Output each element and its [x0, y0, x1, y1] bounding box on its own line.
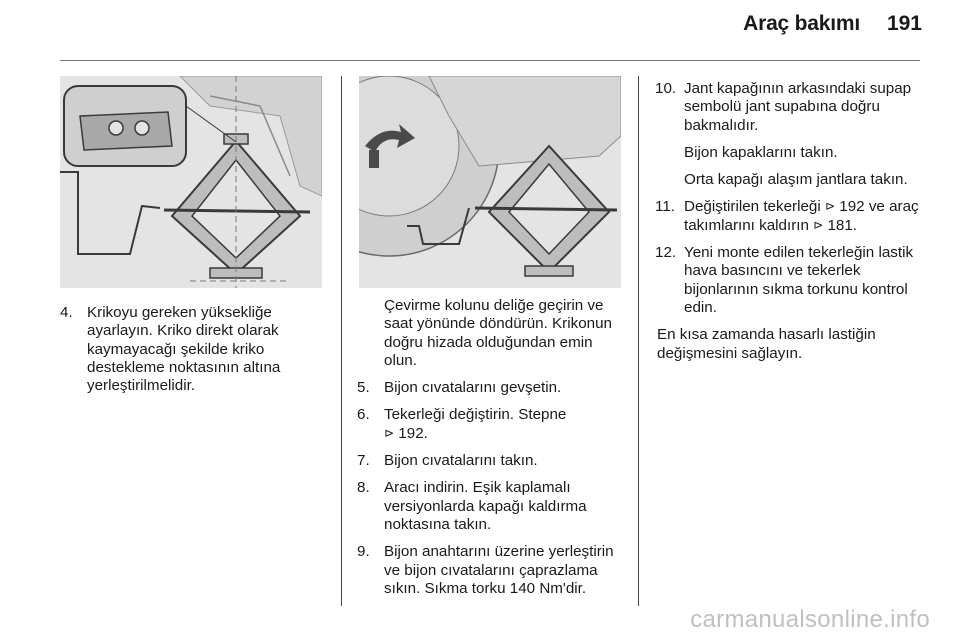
step-text: Aracı indirin. Eşik kaplamalı versiyonlarda kapağı kaldırma noktasına takın. — [384, 479, 587, 533]
step-12 — [655, 244, 925, 317]
step-text: Değiştirilen tekerleği — [684, 198, 821, 216]
watermark: carmanualsonline.info — [690, 606, 930, 633]
cross-reference-link[interactable]: 192. — [398, 424, 428, 442]
step-number: 5. — [357, 379, 370, 397]
step-10-paragraph-3: Orta kapağı alaşım jantlara takın. — [684, 171, 908, 189]
step-text: Bijon anahtarını üzerine yerleştirin ve bijon cıvatalarını çaprazlama sıkın. Sıkma torku 140 Nm'dir. — [384, 543, 614, 597]
closing-paragraph: En kısa zamanda hasarlı lastiğin değişmesini sağlayın. — [657, 326, 876, 362]
step-6 — [357, 406, 629, 443]
cross-reference-link[interactable]: 192 ve araç takımlarını kaldırın — [684, 198, 919, 234]
header-rule — [60, 60, 920, 61]
page-number: 191 — [886, 12, 922, 35]
step-5 — [357, 379, 629, 397]
column-3 — [655, 80, 925, 372]
step-number: 10. — [655, 80, 677, 97]
step-text: Yeni monte edilen tekerleğin lastik hava basıncını ve tekerlek bijonlarının sıkma torkunu kontrol edin. — [684, 244, 914, 316]
step-text: Bijon cıvatalarını gevşetin. — [384, 379, 562, 397]
step-number: 9. — [357, 543, 370, 561]
step-number: 11. — [655, 198, 675, 216]
jack-crank-figure — [359, 76, 621, 288]
step-number: 8. — [357, 479, 370, 497]
step-4 — [60, 304, 330, 395]
column-divider-2 — [638, 76, 639, 606]
jack-crank-illustration — [359, 76, 621, 288]
cross-reference-link[interactable]: 181. — [827, 216, 858, 234]
step-number: 12. — [655, 244, 677, 262]
step-number: 7. — [357, 452, 370, 470]
page-title: Araç bakımı — [743, 12, 860, 35]
cross-reference-arrow-icon: ⊳ — [384, 425, 395, 440]
jack-placement-figure — [60, 76, 322, 288]
column-divider-1 — [341, 76, 342, 606]
step-number: 6. — [357, 406, 370, 424]
step-number: 4. — [60, 304, 73, 321]
cross-reference-arrow-icon: ⊳ — [824, 199, 836, 214]
jack-placement-illustration — [60, 76, 322, 288]
step-7 — [357, 452, 629, 470]
step-10 — [655, 80, 925, 135]
column-2 — [357, 297, 629, 607]
step-9 — [357, 543, 629, 598]
intro-paragraph: Çevirme kolunu deliğe geçirin ve saat yönünde döndürün. Krikonun doğru hizada olduğundan emin olun. — [384, 297, 612, 369]
step-text: Bijon cıvatalarını takın. — [384, 452, 538, 470]
cross-reference-arrow-icon: ⊳ — [813, 217, 824, 232]
step-10-paragraph-2: Bijon kapaklarını takın. — [684, 143, 838, 161]
step-11 — [655, 198, 925, 235]
step-text: Jant kapağının arkasındaki supap sembolü jant supabına doğru bakmalıdır. — [684, 80, 912, 134]
column-1 — [60, 304, 330, 404]
step-text: Krikoyu gereken yüksekliğe ayarlayın. Kriko direkt olarak kaymayacağı şekilde kriko destekleme noktasının altına yerleştirilmelidir. — [87, 304, 281, 395]
step-8 — [357, 479, 629, 534]
step-text: Tekerleği değiştirin. Stepne — [384, 406, 567, 424]
